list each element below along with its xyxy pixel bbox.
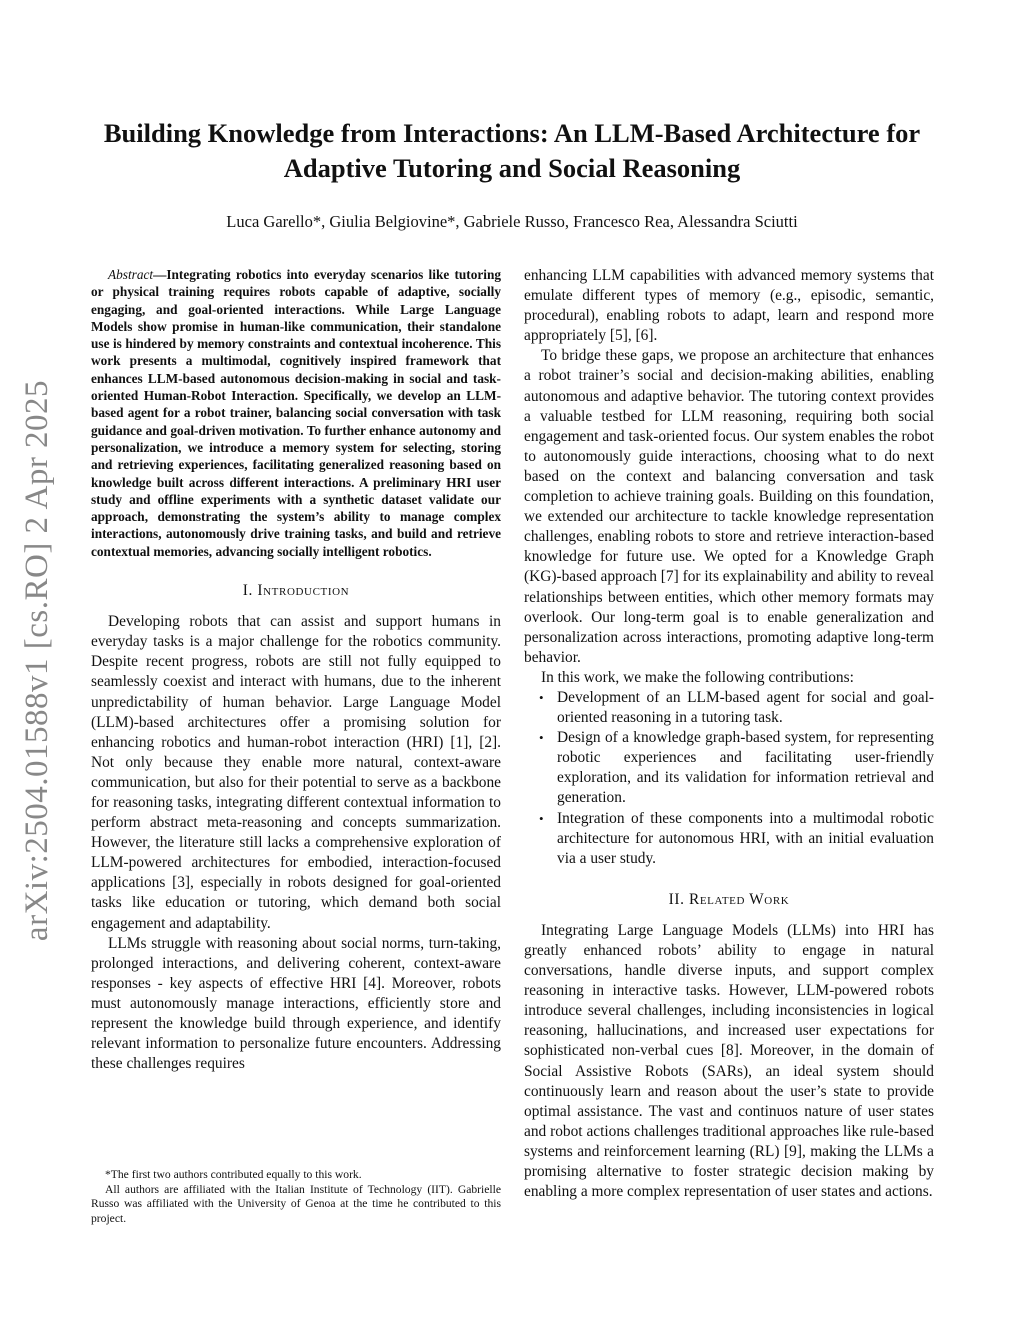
right-column [524,266,934,1202]
related-work-paragraph-1: Integrating Large Language Models (LLMs) into HRI has greatly enhanced robots’ ability to engage in natural conversations, handle diverse inputs, and support complex reasoning in interactive tasks. However, LLM-powered robots introduce several challenges, including inconsistencies in logical reasoning, hallucinations, and increased user expectations for sophisticated non-verbal cues [8]. Moreover, in the domain of Social Assistive Robots (SARs), an ideal system should continuously learn and reason about the user’s state to provide optimal assistance. The vast and continuos nature of user states and robot actions challenges traditional approaches like rule-based systems and reinforcement learning (RL) [9], making the LLMs a promising alternative to foster strategic decision making by enabling a more complex representation of user states and actions. [524,921,934,1201]
paper-title [60,116,964,186]
abstract-text: —Integrating robotics into everyday scenarios like tutoring or physical training requires robots capable of adaptive, socially engaging, and goal-oriented interactions. While Large Language Models show promise in human-like communication, their standalone use is hindered by memory constraints and contextual incoherence. This work presents a multimodal, cognitively inspired framework that enhances LLM-based autonomous decision-making in social and task-oriented Human-Robot Interaction. Specifically, we develop an LLM-based agent for a robot trainer, balancing social conversation with task guidance and goal-driven motivation. To further enhance autonomy and personalization, we introduce a memory system for selecting, storing and retrieving experiences, facilitating generalized reasoning based on knowledge built across different interactions. A preliminary HRI user study and offline experiments with a synthetic dataset validate our approach, demonstrating the system’s ability to manage complex interactions, autonomously drive training tasks, and build and retrieve contextual memories, advancing socially intelligent robotics. [91,267,501,559]
introduction-paragraph-1: Developing robots that can assist and support humans in everyday tasks is a major challenge for the robotics community. Despite recent progress, robots are still not fully equipped to seamlessly coexist and interact with humans, due to the inherent unpredictability of human behavior. Large Language Model (LLM)-based architectures offer a promising solution for enhancing robotics and human-robot interaction (HRI) [1], [2]. Not only because they enable more natural, context-aware communication, but also for their potential to serve as a backbone for reasoning tasks, integrating different contextual information to perform abstract meta-reasoning and concepts summarization. However, the literature still lacks a comprehensive exploration of LLM-powered architectures for embodied, interaction-focused applications [3], especially in robots designed for goal-oriented tasks like education or tutoring, which demand both social engagement and adaptability. [91,613,501,932]
author-list: Luca Garello*, Giulia Belgiovine*, Gabriele Russo, Francesco Rea, Alessandra Sciutti [226,212,798,231]
paper-title-line-2: Adaptive Tutoring and Social Reasoning [283,153,741,183]
abstract [91,266,501,560]
bullet-icon: • [539,810,544,826]
footnote-equal-contribution: *The first two authors contributed equally to this work. [105,1168,362,1181]
list-item [524,688,934,728]
section-heading-related-work: II. Related Work [668,890,790,908]
introduction-paragraph-3: enhancing LLM capabilities with advanced memory systems that emulate different types of memory (e.g., episodic, semantic, procedural), enabling robots to adapt, learn and respond more appropriately [5], [6]. [524,267,934,345]
list-item [524,809,934,869]
left-column [91,266,501,1074]
contributions-intro: In this work, we make the following contributions: [541,668,854,686]
abstract-label: Abstract [108,267,154,282]
section-heading-introduction: I. Introduction [242,582,350,600]
paper-title-line-1: Building Knowledge from Interactions: An LLM-Based Architecture for [103,118,921,148]
footnotes [91,1168,501,1226]
contribution-text: Integration of these components into a multimodal robotic architecture for autonomous HRI, with an initial evaluation via a user study. [557,809,934,867]
contribution-text: Design of a knowledge graph-based system, for representing robotic experiences and facilitating user-friendly exploration, and its validation for information retrieval and generation. [557,729,934,807]
contribution-text: Development of an LLM-based agent for social and goal-oriented reasoning in a tutoring task. [557,688,934,727]
footnote-affiliation: All authors are affiliated with the Italian Institute of Technology (IIT). Gabrielle Russo was affiliated with the University of Genoa at the time he contributed to this project. [91,1182,501,1225]
bullet-icon: • [539,689,544,705]
introduction-paragraph-2: LLMs struggle with reasoning about social norms, turn-taking, prolonged interactions, and delivering coherent, context-aware responses - key aspects of effective HRI [4]. Moreover, robots must autonomously manage interactions, efficiently store and represent the knowledge build through experience, and identify relevant information to personalize future encounters. Addressing these challenges requires [91,934,501,1073]
bullet-icon: • [539,730,544,746]
introduction-paragraph-4: To bridge these gaps, we propose an architecture that enhances a robot trainer’s social and decision-making abilities, enabling autonomous and adaptive behavior. The tutoring context provides a valuable testbed for LLM reasoning, requiring both social engagement and task-oriented focus. Our system enables the robot to autonomously guide interactions, choosing what to do next based on the context and balancing conversation and task completion to achieve training goals. Building on this foundation, we extended our architecture to tackle knowledge representation challenges, enabling robots to store and retrieve interaction-based knowledge for future use. We opted for a Knowledge Graph (KG)-based approach [7] for its explainability and ability to reveal relationships between entities, which other memory formats may overlook. Our long-term goal is to enable generalization and personalization across interactions, promoting adaptive long-term behavior. [524,347,934,666]
arxiv-identifier-stamp [6,360,70,960]
arxiv-identifier-text: arXiv:2504.01588v1 [cs.RO] 2 Apr 2025 [19,379,56,941]
list-item [524,728,934,808]
contributions-list [524,688,934,869]
